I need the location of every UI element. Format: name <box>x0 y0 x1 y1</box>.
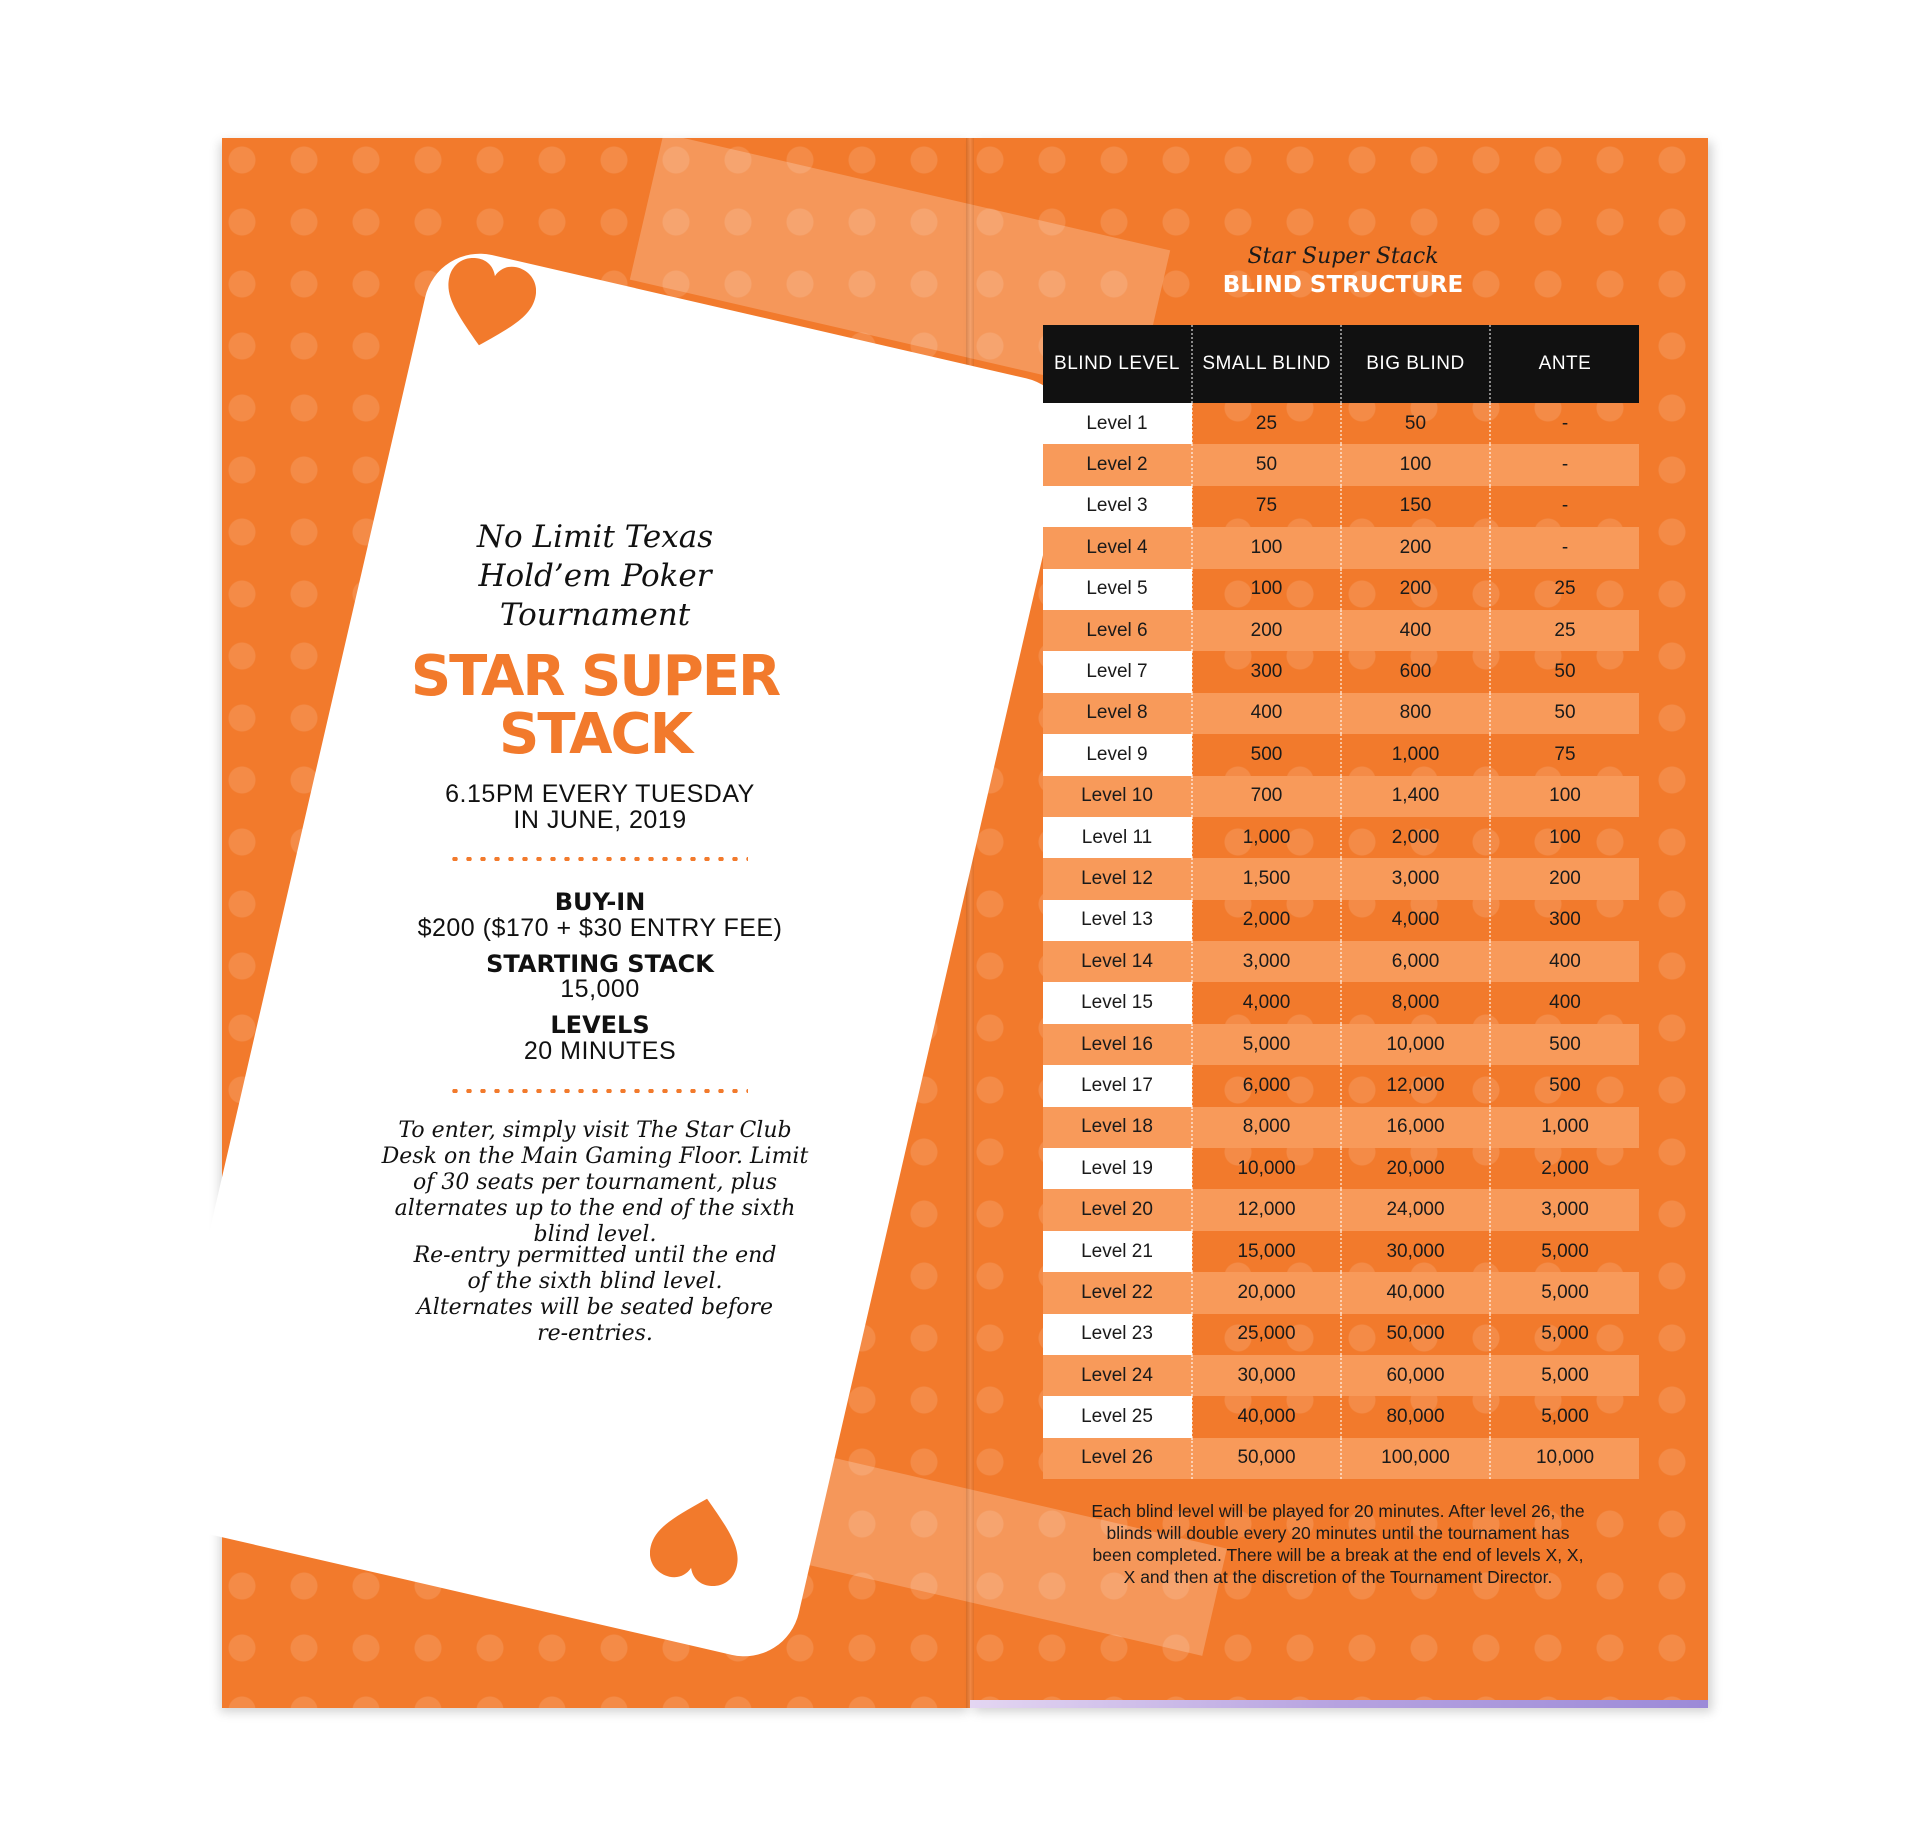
table-cell: 16,000 <box>1341 1107 1490 1148</box>
table-cell: Level 10 <box>1043 776 1192 817</box>
table-cell: - <box>1561 412 1569 434</box>
table-cell: 10,000 <box>1192 1148 1341 1189</box>
table-cell: Level 4 <box>1043 527 1192 568</box>
table-cell: Level 25 <box>1043 1396 1192 1437</box>
table-cell: 50 <box>1490 693 1639 734</box>
table-cell: Level 9 <box>1043 734 1192 775</box>
table-cell: 200 <box>1192 610 1341 651</box>
table-cell: Level 19 <box>1043 1148 1192 1189</box>
table-cell: 1,000 <box>1490 1107 1639 1148</box>
table-cell: 12,000 <box>1341 1065 1490 1106</box>
table-cell: Level 23 <box>1043 1314 1192 1355</box>
table-cell: 700 <box>1192 776 1341 817</box>
table-cell: 5,000 <box>1541 1406 1589 1428</box>
table-cell: 500 <box>1490 1024 1639 1065</box>
blind-structure-subtitle: Star Super Stack <box>1247 244 1439 269</box>
dotted-divider <box>448 857 748 861</box>
table-cell: 75 <box>1554 743 1576 765</box>
table-row <box>1043 1231 1639 1272</box>
table-cell: 80,000 <box>1341 1396 1490 1437</box>
table-cell: Level 1 <box>1043 403 1192 444</box>
table-cell: 50,000 <box>1192 1438 1341 1479</box>
table-cell: 200 <box>1341 569 1490 610</box>
table-row <box>1043 1438 1639 1479</box>
table-cell: - <box>1490 527 1639 568</box>
starting-stack-label: STARTING STACK <box>486 950 714 978</box>
table-cell: Level 24 <box>1043 1355 1192 1396</box>
table-cell: 500 <box>1192 734 1341 775</box>
table-cell: Level 16 <box>1043 1024 1192 1065</box>
table-cell: 2,000 <box>1341 817 1490 858</box>
table-cell: Level 18 <box>1043 1107 1192 1148</box>
table-row <box>1043 486 1639 527</box>
table-cell: 400 <box>1549 992 1581 1014</box>
page-edge-strip <box>970 1700 1708 1708</box>
table-cell: 150 <box>1341 486 1490 527</box>
table-cell: 5,000 <box>1541 1240 1589 1262</box>
table-cell: Level 17 <box>1043 1065 1192 1106</box>
table-cell: 100 <box>1490 776 1639 817</box>
table-row <box>1043 1107 1639 1148</box>
table-row <box>1043 776 1639 817</box>
table-cell: - <box>1490 444 1639 485</box>
table-cell: 12,000 <box>1192 1189 1341 1230</box>
table-cell: Level 21 <box>1043 1231 1192 1272</box>
table-cell: 30,000 <box>1341 1231 1490 1272</box>
table-body <box>1043 403 1639 1479</box>
table-cell: 4,000 <box>1192 982 1341 1023</box>
table-cell: 400 <box>1490 941 1639 982</box>
table-cell: Level 5 <box>1043 569 1192 610</box>
table-cell: 5,000 <box>1192 1024 1341 1065</box>
table-cell: 400 <box>1341 610 1490 651</box>
entry-instructions: To enter, simply visit The Star Club Desk on the Main Gaming Floor. Limit of 30 seats per tournament, plus alternates up to the end of the sixth blind level. <box>381 1118 809 1247</box>
table-cell: 300 <box>1192 651 1341 692</box>
reentry-policy: Re-entry permitted until the end of the sixth blind level. Alternates will be seated before re-entries. <box>413 1243 777 1346</box>
table-row <box>1043 941 1639 982</box>
table-cell: 50 <box>1554 661 1576 683</box>
table-cell: 10,000 <box>1490 1438 1639 1479</box>
table-cell: 75 <box>1192 486 1341 527</box>
table-cell: 25,000 <box>1192 1314 1341 1355</box>
heart-icon <box>440 258 536 354</box>
table-row <box>1043 1148 1639 1189</box>
starting-stack-value: 15,000 <box>560 975 640 1003</box>
buyin-value: $200 ($170 + $30 ENTRY FEE) <box>417 914 783 942</box>
table-row <box>1043 1272 1639 1313</box>
heart-icon <box>650 1490 746 1586</box>
table-cell: 400 <box>1192 693 1341 734</box>
table-cell: 50,000 <box>1341 1314 1490 1355</box>
table-cell: 30,000 <box>1192 1355 1341 1396</box>
table-cell: 100 <box>1549 826 1581 848</box>
table-cell: 8,000 <box>1192 1107 1341 1148</box>
table-cell: 100 <box>1341 444 1490 485</box>
table-row <box>1043 1024 1639 1065</box>
table-header-row <box>1043 325 1639 403</box>
table-cell: Level 8 <box>1043 693 1192 734</box>
table-row <box>1043 1065 1639 1106</box>
table-cell: 100 <box>1192 569 1341 610</box>
table-row <box>1043 817 1639 858</box>
table-cell: 25 <box>1490 610 1639 651</box>
table-row <box>1043 982 1639 1023</box>
table-row <box>1043 1355 1639 1396</box>
buyin-label: BUY-IN <box>554 888 646 916</box>
table-cell: Level 11 <box>1043 817 1192 858</box>
table-cell: 60,000 <box>1341 1355 1490 1396</box>
column-header: BLIND LEVEL <box>1043 325 1192 403</box>
blind-structure-title: BLIND STRUCTURE <box>1222 272 1464 298</box>
table-cell: 4,000 <box>1341 900 1490 941</box>
table-row <box>1043 403 1639 444</box>
dotted-divider <box>448 1089 748 1093</box>
levels-label: LEVELS <box>550 1011 650 1039</box>
table-cell: - <box>1561 495 1569 517</box>
table-cell: 1,400 <box>1341 776 1490 817</box>
table-row <box>1043 693 1639 734</box>
table-cell: 50 <box>1192 444 1341 485</box>
table-cell: Level 12 <box>1043 858 1192 899</box>
tournament-intro: No Limit Texas Hold’em Poker Tournament <box>476 519 714 633</box>
schedule-line-2: IN JUNE, 2019 <box>513 806 687 834</box>
table-cell: 100 <box>1192 527 1341 568</box>
table-row <box>1043 1189 1639 1230</box>
table-cell: 5,000 <box>1541 1323 1589 1345</box>
tournament-title: STAR SUPER STACK <box>410 644 780 767</box>
table-row <box>1043 1396 1639 1437</box>
schedule-line-1: 6.15PM EVERY TUESDAY <box>445 780 755 808</box>
table-row <box>1043 734 1639 775</box>
table-row <box>1043 610 1639 651</box>
table-cell: 3,000 <box>1341 858 1490 899</box>
table-cell: Level 14 <box>1043 941 1192 982</box>
table-row <box>1043 569 1639 610</box>
table-row <box>1043 900 1639 941</box>
blind-structure-footnote: Each blind level will be played for 20 minutes. After level 26, the blinds will double every 20 minutes until the tournament has been completed. There will be a break at the end of levels X, X, X and then at the discretion of the Tournament Director. <box>1091 1501 1585 1587</box>
table-cell: 1,500 <box>1192 858 1341 899</box>
levels-value: 20 MINUTES <box>523 1037 677 1065</box>
table-cell: 800 <box>1341 693 1490 734</box>
table-cell: Level 13 <box>1043 900 1192 941</box>
table-cell: Level 6 <box>1043 610 1192 651</box>
table-cell: 200 <box>1341 527 1490 568</box>
table-cell: 40,000 <box>1192 1396 1341 1437</box>
table-cell: Level 3 <box>1043 486 1192 527</box>
table-row <box>1043 1314 1639 1355</box>
table-cell: 200 <box>1490 858 1639 899</box>
table-cell: 6,000 <box>1192 1065 1341 1106</box>
table-cell: 50 <box>1341 403 1490 444</box>
table-cell: Level 26 <box>1043 1438 1192 1479</box>
blind-structure-table <box>1043 325 1639 1479</box>
table-cell: 24,000 <box>1341 1189 1490 1230</box>
table-cell: 2,000 <box>1541 1157 1589 1179</box>
table-cell: 15,000 <box>1192 1231 1341 1272</box>
table-cell: 6,000 <box>1341 941 1490 982</box>
table-cell: 20,000 <box>1192 1272 1341 1313</box>
table-cell: Level 20 <box>1043 1189 1192 1230</box>
table-cell: 20,000 <box>1341 1148 1490 1189</box>
column-header: ANTE <box>1490 325 1639 403</box>
table-row <box>1043 527 1639 568</box>
table-row <box>1043 444 1639 485</box>
table-cell: 5,000 <box>1490 1355 1639 1396</box>
table-cell: 25 <box>1192 403 1341 444</box>
column-header: SMALL BLIND <box>1192 325 1341 403</box>
table-cell: 1,000 <box>1192 817 1341 858</box>
table-row <box>1043 651 1639 692</box>
table-cell: 5,000 <box>1490 1272 1639 1313</box>
table-cell: 40,000 <box>1341 1272 1490 1313</box>
table-cell: Level 22 <box>1043 1272 1192 1313</box>
table-cell: 8,000 <box>1341 982 1490 1023</box>
table-cell: 100,000 <box>1341 1438 1490 1479</box>
table-cell: 300 <box>1549 909 1581 931</box>
table-cell: 25 <box>1554 578 1576 600</box>
table-cell: 10,000 <box>1341 1024 1490 1065</box>
table-cell: Level 15 <box>1043 982 1192 1023</box>
table-cell: 2,000 <box>1192 900 1341 941</box>
table-cell: Level 7 <box>1043 651 1192 692</box>
column-header: BIG BLIND <box>1341 325 1490 403</box>
table-cell: 3,000 <box>1192 941 1341 982</box>
table-cell: 3,000 <box>1490 1189 1639 1230</box>
table-cell: 1,000 <box>1341 734 1490 775</box>
table-cell: 600 <box>1341 651 1490 692</box>
table-cell: 500 <box>1549 1074 1581 1096</box>
table-row <box>1043 858 1639 899</box>
table-cell: Level 2 <box>1043 444 1192 485</box>
